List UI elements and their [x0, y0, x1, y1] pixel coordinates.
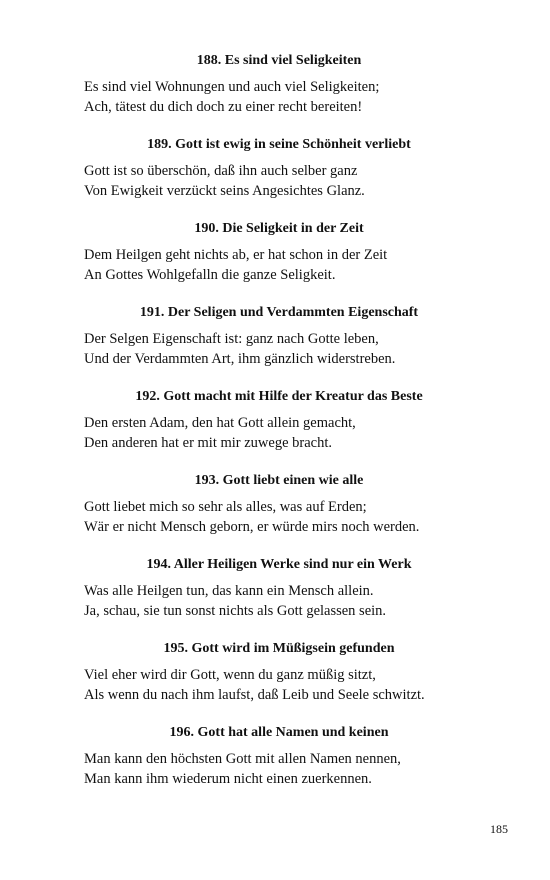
epigram-192: [84, 388, 474, 472]
epigram-verse: [84, 245, 474, 285]
epigram-190: [84, 220, 474, 304]
epigram-list: [84, 52, 474, 808]
page-number: 185: [490, 822, 508, 836]
epigram-verse: [84, 665, 474, 705]
verse-line: Gott ist so überschön, daß ihn auch selber ganz: [84, 163, 358, 179]
epigram-title: 189. Gott ist ewig in seine Schönheit verliebt: [147, 137, 411, 152]
verse-line: Von Ewigkeit verzückt seins Angesichtes Glanz.: [84, 183, 365, 199]
verse-line: An Gottes Wohlgefalln die ganze Seligkeit.: [84, 267, 336, 283]
epigram-verse: [84, 581, 474, 621]
verse-line: Und der Verdammten Art, ihm gänzlich widerstreben.: [84, 351, 396, 367]
epigram-title: 193. Gott liebt einen wie alle: [194, 473, 364, 488]
verse-line: Ach, tätest du dich doch zu einer recht bereiten!: [84, 99, 363, 115]
epigram-title: 192. Gott macht mit Hilfe der Kreatur das Beste: [135, 389, 423, 404]
epigram-verse: [84, 161, 474, 201]
epigram-194: [84, 556, 474, 640]
verse-line: Man kann den höchsten Gott mit allen Namen nennen,: [84, 751, 401, 767]
epigram-189: [84, 136, 474, 220]
epigram-title: 188. Es sind viel Seligkeiten: [196, 53, 362, 68]
epigram-verse: [84, 413, 474, 453]
verse-line: Den anderen hat er mit mir zuwege bracht.: [84, 435, 333, 451]
verse-line: Es sind viel Wohnungen und auch viel Seligkeiten;: [84, 79, 380, 95]
epigram-title: 195. Gott wird im Müßigsein gefunden: [163, 641, 395, 656]
epigram-title: 190. Die Seligkeit in der Zeit: [194, 221, 364, 236]
verse-line: Der Selgen Eigenschaft ist: ganz nach Gotte leben,: [84, 331, 379, 347]
verse-line: Den ersten Adam, den hat Gott allein gemacht,: [84, 415, 356, 431]
verse-line: Gott liebet mich so sehr als alles, was auf Erden;: [84, 499, 367, 515]
verse-line: Viel eher wird dir Gott, wenn du ganz müßig sitzt,: [84, 667, 376, 683]
verse-line: Als wenn du nach ihm laufst, daß Leib und Seele schwitzt.: [84, 687, 425, 703]
epigram-188: [84, 52, 474, 136]
verse-line: Wär er nicht Mensch geborn, er würde mirs noch werden.: [84, 519, 420, 535]
epigram-195: [84, 640, 474, 724]
epigram-title: 194. Aller Heiligen Werke sind nur ein Werk: [146, 557, 412, 572]
epigram-verse: [84, 77, 474, 117]
epigram-verse: [84, 329, 474, 369]
epigram-verse: [84, 497, 474, 537]
epigram-title: 196. Gott hat alle Namen und keinen: [169, 725, 389, 740]
epigram-193: [84, 472, 474, 556]
epigram-title: 191. Der Seligen und Verdammten Eigenschaft: [139, 305, 419, 320]
verse-line: Was alle Heilgen tun, das kann ein Mensch allein.: [84, 583, 374, 599]
verse-line: Ja, schau, sie tun sonst nichts als Gott gelassen sein.: [84, 603, 387, 619]
epigram-191: [84, 304, 474, 388]
verse-line: Dem Heilgen geht nichts ab, er hat schon in der Zeit: [84, 247, 388, 263]
epigram-verse: [84, 749, 474, 789]
epigram-196: [84, 724, 474, 808]
verse-line: Man kann ihm wiederum nicht einen zuerkennen.: [84, 771, 372, 787]
